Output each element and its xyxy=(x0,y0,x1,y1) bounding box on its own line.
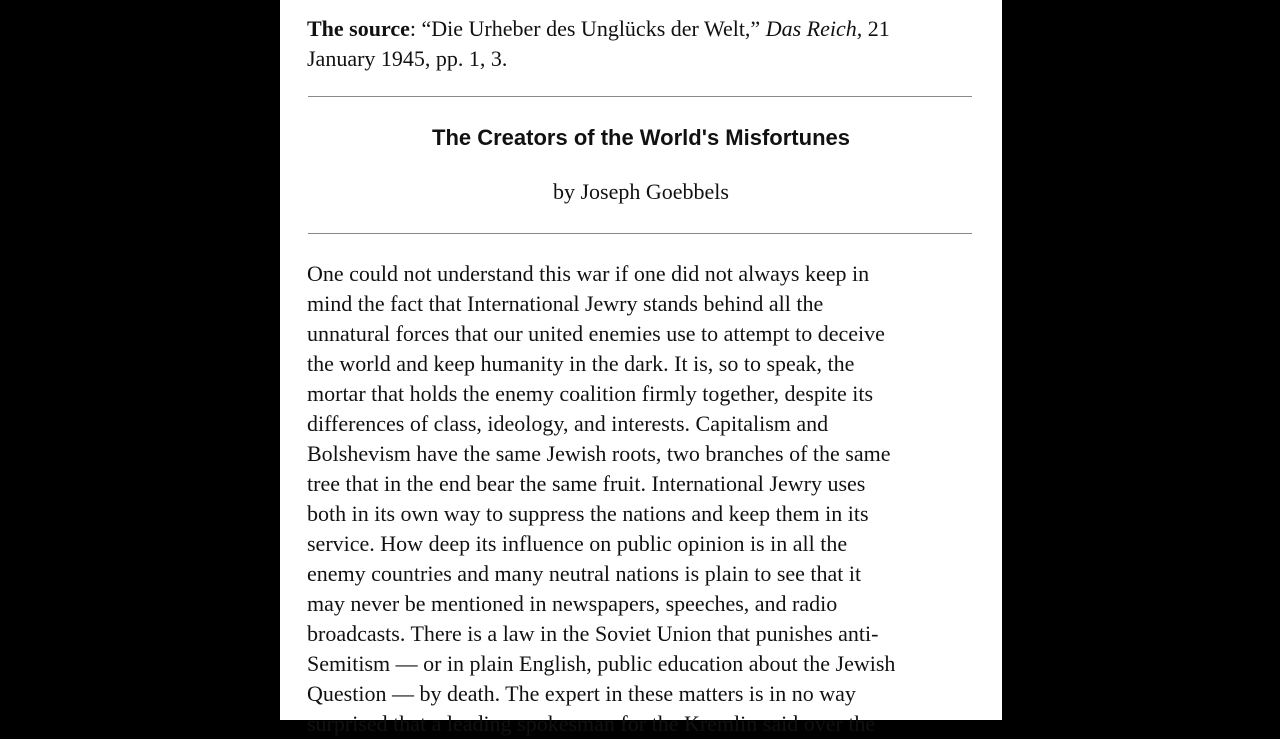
body-line: mind the fact that International Jewry stands behind all the xyxy=(307,291,824,316)
source-article-title: “Die Urheber des Unglücks der Welt,” xyxy=(421,16,761,41)
source-label: The source xyxy=(307,16,410,41)
body-line: Question — by death. The expert in these matters is in no way xyxy=(307,681,856,706)
body-line: service. How deep its influence on public opinion is in all the xyxy=(307,531,848,556)
source-separator: : xyxy=(409,16,422,41)
source-date-start: 21 xyxy=(862,16,890,41)
body-line: broadcasts. There is a law in the Soviet Union that punishes anti- xyxy=(307,621,879,646)
source-publication: Das Reich, xyxy=(765,16,863,41)
article-body xyxy=(307,259,997,739)
body-line: One could not understand this war if one did not always keep in xyxy=(307,261,870,286)
source-citation xyxy=(307,14,977,74)
body-line: Semitism — or in plain English, public education about the Jewish xyxy=(307,651,896,676)
body-line: tree that in the end bear the same fruit. International Jewry uses xyxy=(307,471,866,496)
body-line: the world and keep humanity in the dark. It is, so to speak, the xyxy=(307,351,855,376)
divider-bottom xyxy=(308,233,972,234)
body-line: both in its own way to suppress the nations and keep them in its xyxy=(307,501,869,526)
body-line: may never be mentioned in newspapers, speeches, and radio xyxy=(307,591,838,616)
body-line: enemy countries and many neutral nations is plain to see that it xyxy=(307,561,862,586)
divider-top xyxy=(308,96,972,97)
document-page xyxy=(280,0,1002,736)
body-line: Bolshevism have the same Jewish roots, two branches of the same xyxy=(307,441,891,466)
body-line: mortar that holds the enemy coalition firmly together, despite its xyxy=(307,381,874,406)
article-byline: by Joseph Goebbels xyxy=(553,179,729,204)
body-line: surprised that a leading spokesman for the Kremlin said over the xyxy=(307,711,876,736)
body-line: unnatural forces that our united enemies use to attempt to deceive xyxy=(307,321,885,346)
body-line: differences of class, ideology, and interests. Capitalism and xyxy=(307,411,829,436)
article-title: The Creators of the World's Misfortunes xyxy=(432,125,850,150)
source-date-pages: January 1945, pp. 1, 3. xyxy=(307,46,508,71)
